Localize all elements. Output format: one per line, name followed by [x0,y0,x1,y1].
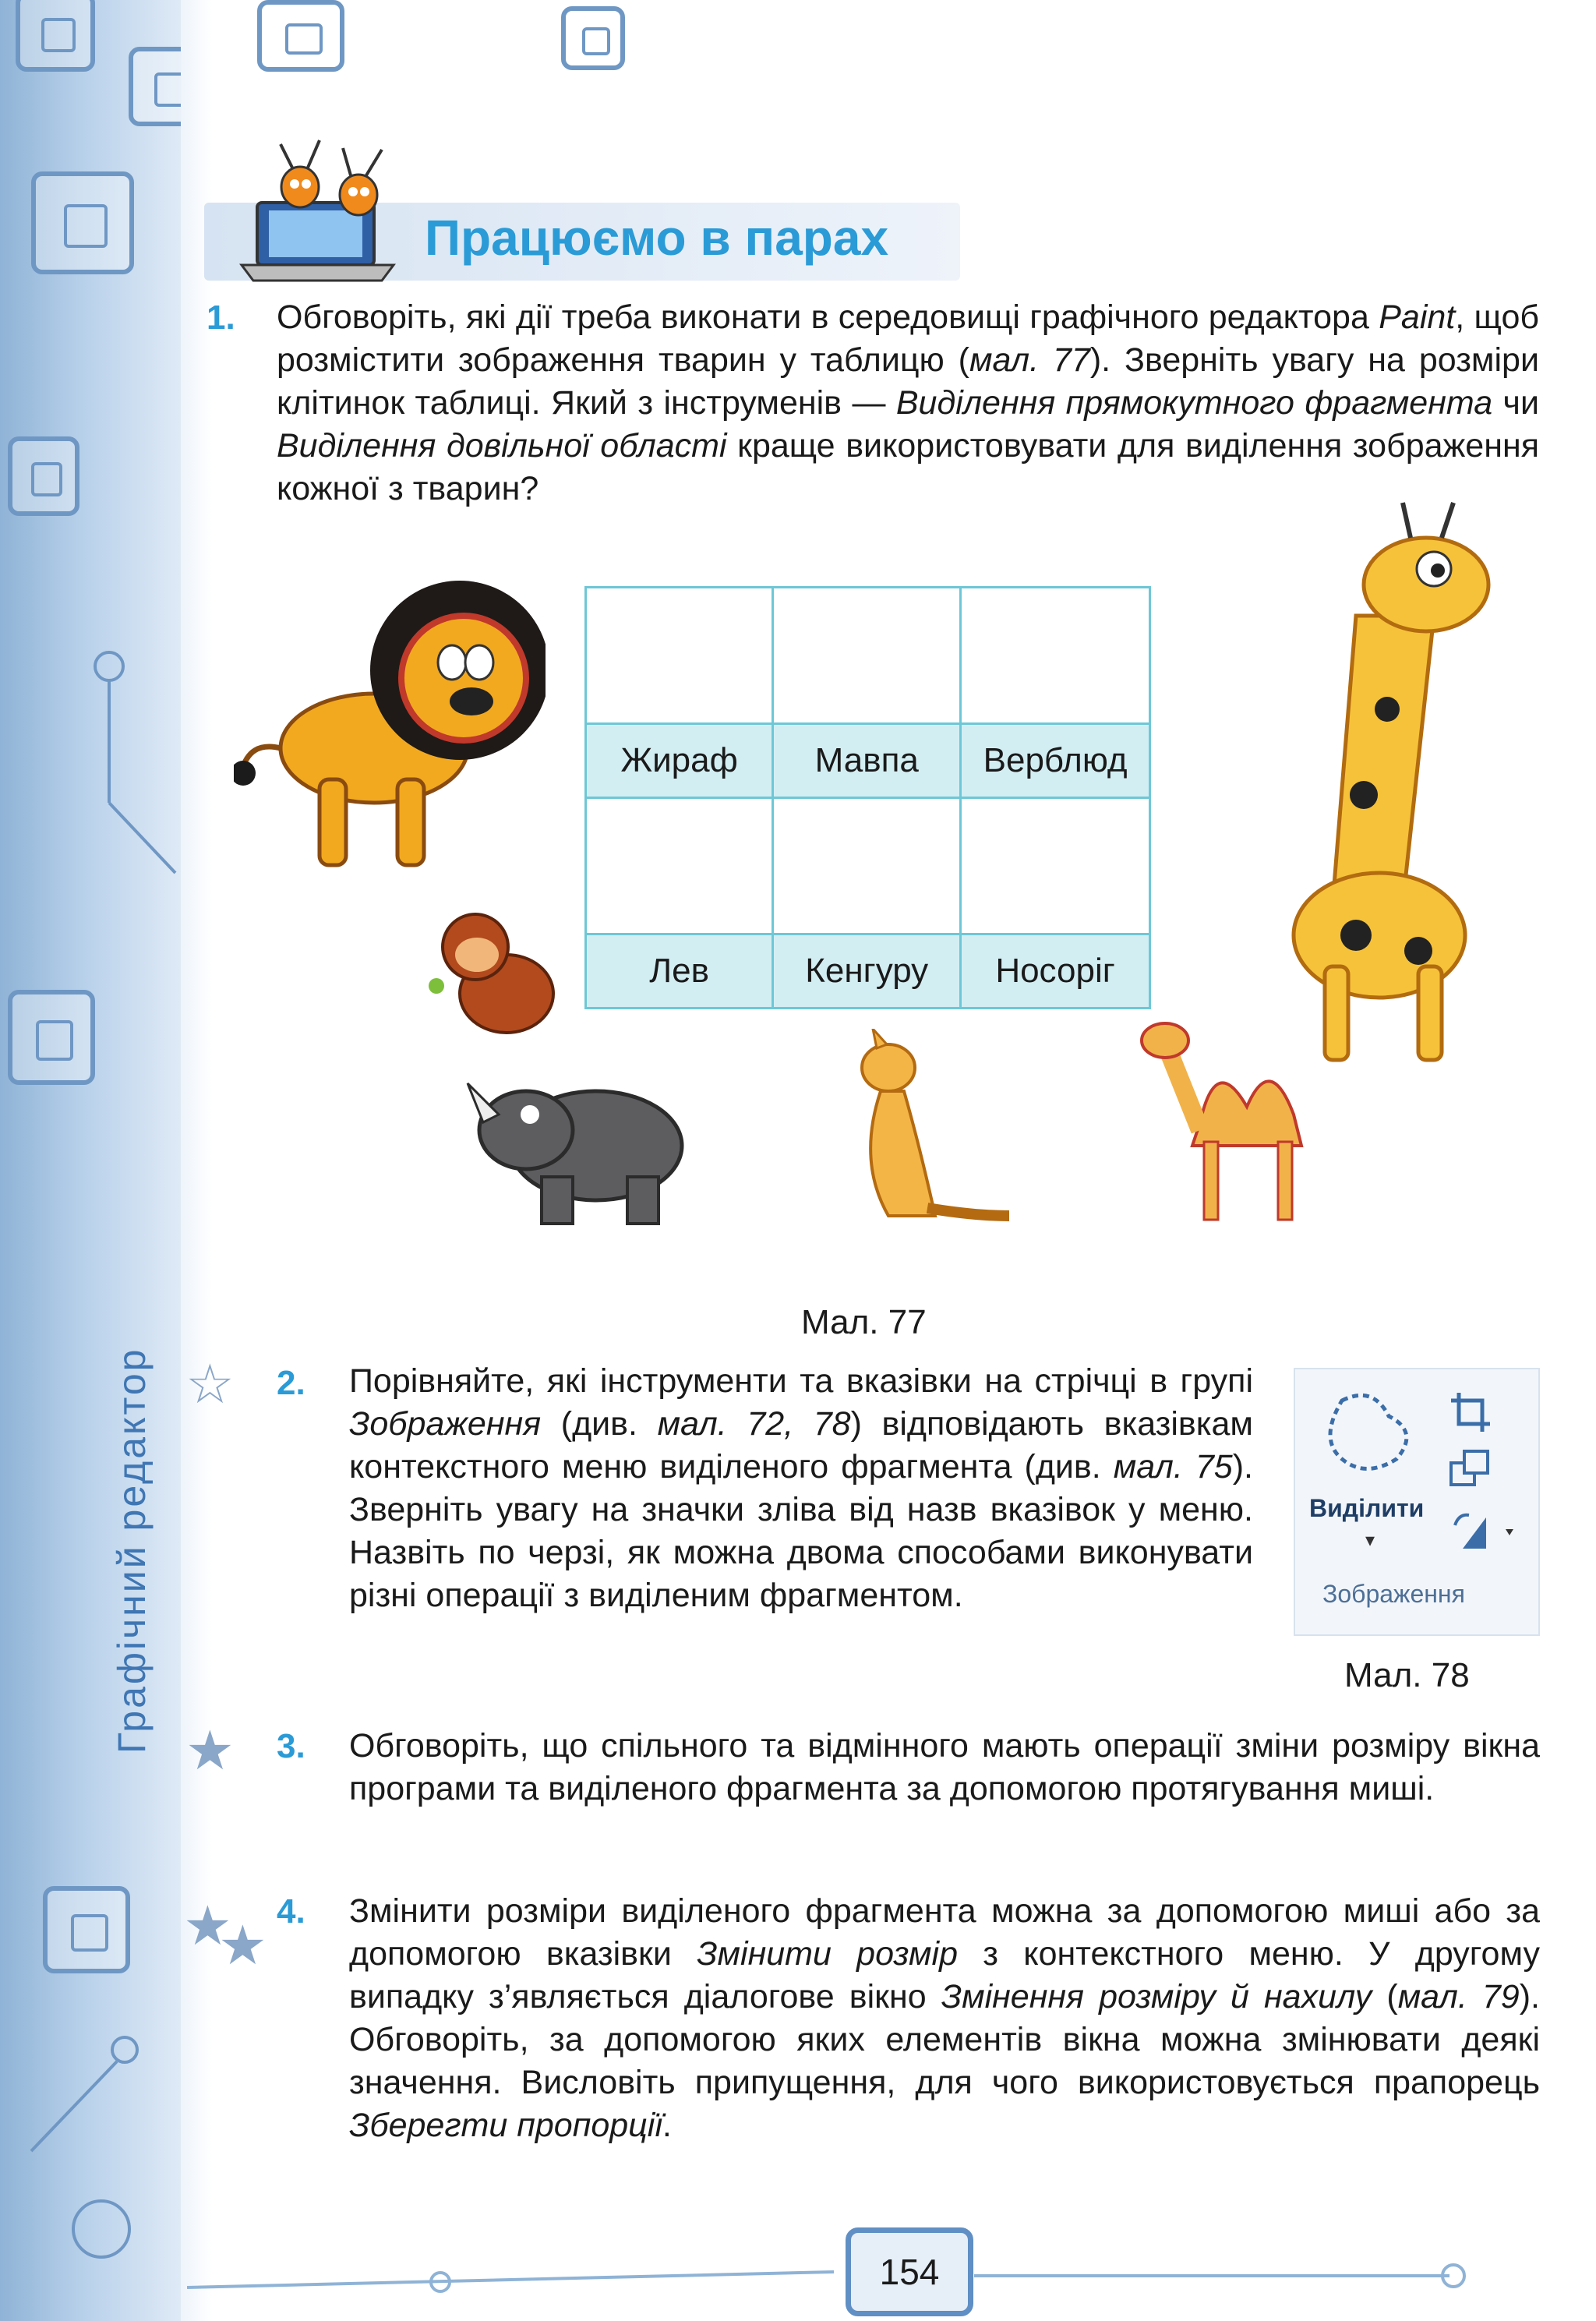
table-cell [586,798,773,934]
task-2-text: Порівняйте, які інструменти та вказівки на стрічці в групі Зображення (див. мал. 72, 78) відповідають вказівкам контекстного меню виділеного фрагмента (див. мал. 75). Зверніть увагу на значки зліва від назв вказівок у меню. Назвіть по черзі, як можна двома способами виконувати різні операції з виділеним фрагментом. [349,1362,1253,1614]
star-icon: ★ [218,1915,267,1976]
circuit-chip-icon [561,6,625,70]
decorative-sidebar [0,0,181,2321]
camel-illustration [1130,1005,1325,1231]
kangaroo-illustration [834,1029,1013,1239]
ribbon-group-label: Зображення [1322,1580,1465,1608]
star-icon: ★ [185,1720,235,1781]
table-cell [961,588,1150,724]
task-number: 4. [277,1892,305,1931]
star-icon: ★ [183,1895,232,1956]
table-cell [586,588,773,724]
chevron-down-icon[interactable]: ▾ [1365,1530,1375,1551]
star-icon: ☆ [185,1354,235,1415]
circuit-lines [0,0,181,2321]
select-button[interactable]: Виділити [1309,1494,1425,1522]
task-1-text: Обговоріть, які дії треба виконати в середовищі графічного редактора Paint, щоб розмістити зображення тварин у таблицю (мал. 77). Зверніть увагу на розміри клітинок таблиці. Який з інструменів — Виділення прямокутного фрагмента чи Виділення довільної області краще використовувати для виділення зображення кожної з тварин? [277,299,1539,507]
rhino-illustration [464,1060,690,1231]
sidebar-fade [181,0,212,2321]
page-number: 154 [879,2252,940,2292]
table-cell [961,798,1150,934]
ants-laptop-icon [226,132,421,288]
figure-77-caption: Мал. 77 [801,1303,927,1341]
task-3-text: Обговоріть, що спільного та відмінного мають операції зміни розміру вікна програми та виділеного фрагмента за допомогою протягування миші. [349,1727,1540,1807]
free-form-select-icon[interactable] [1319,1385,1420,1478]
table-cell-label: Мавпа [773,724,961,798]
task-number: 3. [277,1727,305,1765]
table-cell [773,588,961,724]
table-cell [773,798,961,934]
table-cell-label: Носоріг [961,934,1150,1009]
crop-icon[interactable] [1447,1389,1494,1436]
task-number: 1. [207,299,235,337]
monkey-illustration [421,908,569,1040]
task-4-text: Змінити розміри виділеного фрагмента можна за допомогою миші або за допомогою вказівки Змінити розмір з контекстного меню. У другому випадку з’являється діалогове вікно Змінення розміру й нахилу (мал. 79). Обговоріть, за допомогою яких елементів вікна можна змінювати деякі значення. Висловіть припущення, для чого використовується прапорець Зберегти пропорції. [349,1892,1540,2144]
footer-circuit-line [187,2256,1473,2303]
ribbon-image-group [1294,1368,1540,1636]
animal-table [584,586,1151,1009]
table-cell-label: Верблюд [961,724,1150,798]
circuit-chip-icon [257,0,344,72]
section-label: Графічний редактор [110,1347,154,1754]
resize-icon[interactable] [1447,1447,1494,1490]
table-cell-label: Кенгуру [773,934,961,1009]
task-number: 2. [277,1364,305,1402]
rotate-icon[interactable] [1447,1506,1517,1553]
table-cell-label: Лев [586,934,773,1009]
lion-illustration [234,561,546,881]
section-heading: Працюємо в парах [425,210,889,266]
figure-78-caption: Мал. 78 [1344,1656,1470,1694]
page-number-box [846,2227,973,2316]
table-cell-label: Жираф [586,724,773,798]
giraffe-illustration [1278,499,1512,1068]
